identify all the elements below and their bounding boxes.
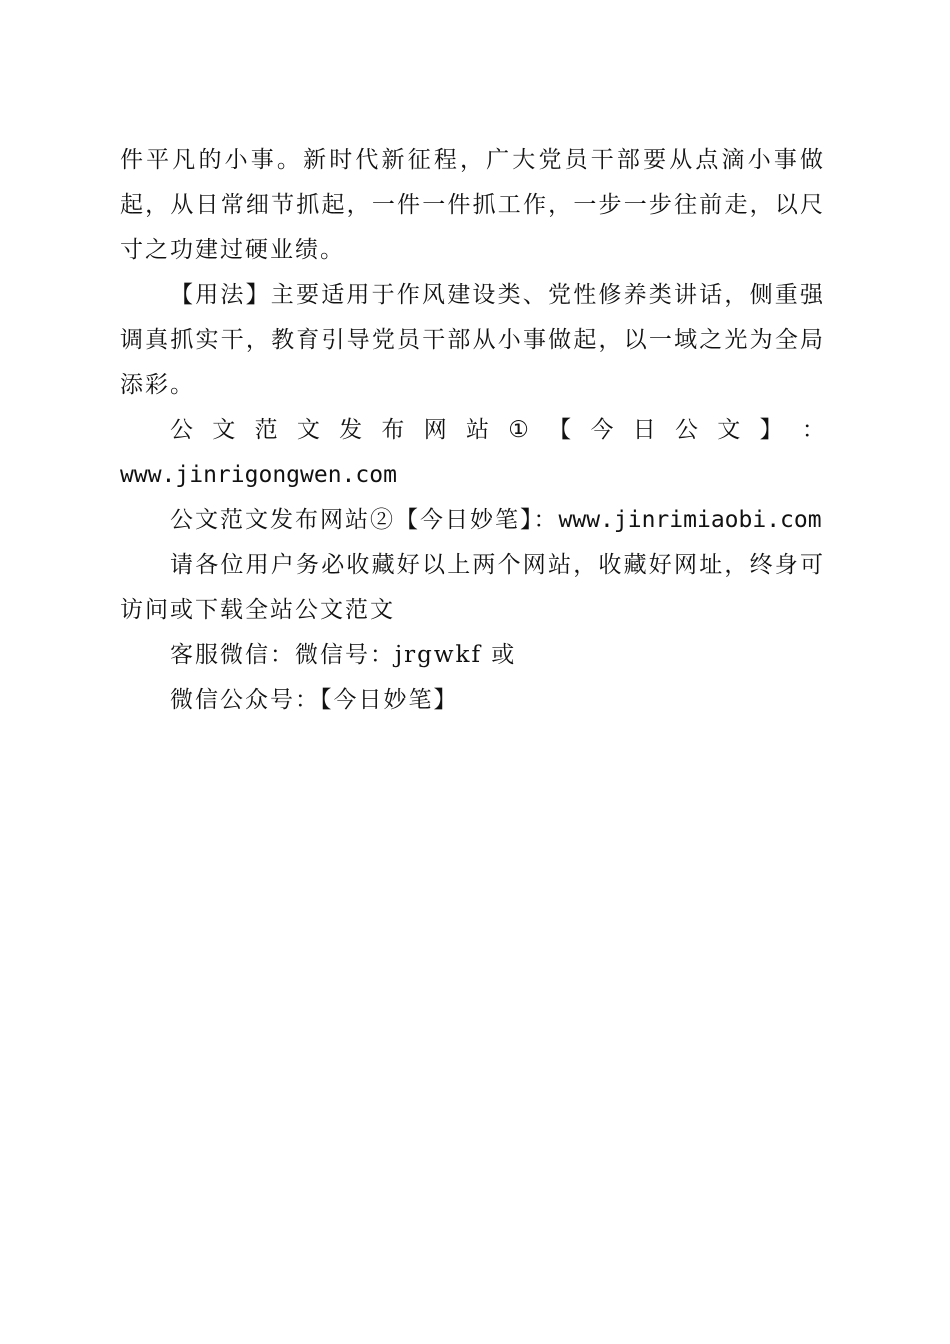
- site1-label-char: 网: [423, 417, 447, 443]
- site1-label-char: 发: [339, 417, 363, 443]
- site1-url[interactable]: www.jinrigongwen.com: [120, 462, 397, 488]
- site1-label-char: 【: [548, 417, 572, 443]
- body-paragraph-1: 件平凡的小事。新时代新征程，广大党员干部要从点滴小事做起，从日常细节抓起，一件一件抓工作，一步一步往前走，以尺寸之功建过硬业绩。: [120, 147, 825, 263]
- site1-label-char: 】: [759, 417, 783, 443]
- site1-label: [120, 408, 825, 453]
- site1-label-char: 布: [381, 417, 405, 443]
- site1-label-char: ①: [508, 417, 529, 443]
- site1-label-char: 文: [717, 417, 741, 443]
- site1-label-char: 站: [465, 417, 489, 443]
- document-page: [120, 138, 825, 723]
- notice-paragraph: 请各位用户务必收藏好以上两个网站，收藏好网址，终身可访问或下载全站公文范文: [120, 552, 825, 623]
- wechat-service-line: 客服微信：微信号：jrgwkf 或: [170, 642, 517, 668]
- site1-label-char: 公: [170, 417, 193, 443]
- site1-label-char: 今: [590, 417, 614, 443]
- site2-line: [120, 498, 825, 543]
- site1-label-char: ：: [801, 417, 825, 443]
- site1-label-char: 文: [212, 417, 236, 443]
- wechat-public-line: 微信公众号：【今日妙笔】: [170, 687, 459, 713]
- site1-label-char: 日: [632, 417, 656, 443]
- site2-label: 公文范文发布网站②【今日妙笔】：: [170, 507, 559, 533]
- site1-label-char: 范: [254, 417, 278, 443]
- site2-url[interactable]: www.jinrimiaobi.com: [558, 507, 822, 533]
- site1-block: [120, 408, 825, 498]
- usage-paragraph: 【用法】主要适用于作风建设类、党性修养类讲话，侧重强调真抓实干，教育引导党员干部从小事做起，以一域之光为全局添彩。: [120, 282, 825, 398]
- site1-label-char: 公: [675, 417, 698, 443]
- site1-label-char: 文: [296, 417, 320, 443]
